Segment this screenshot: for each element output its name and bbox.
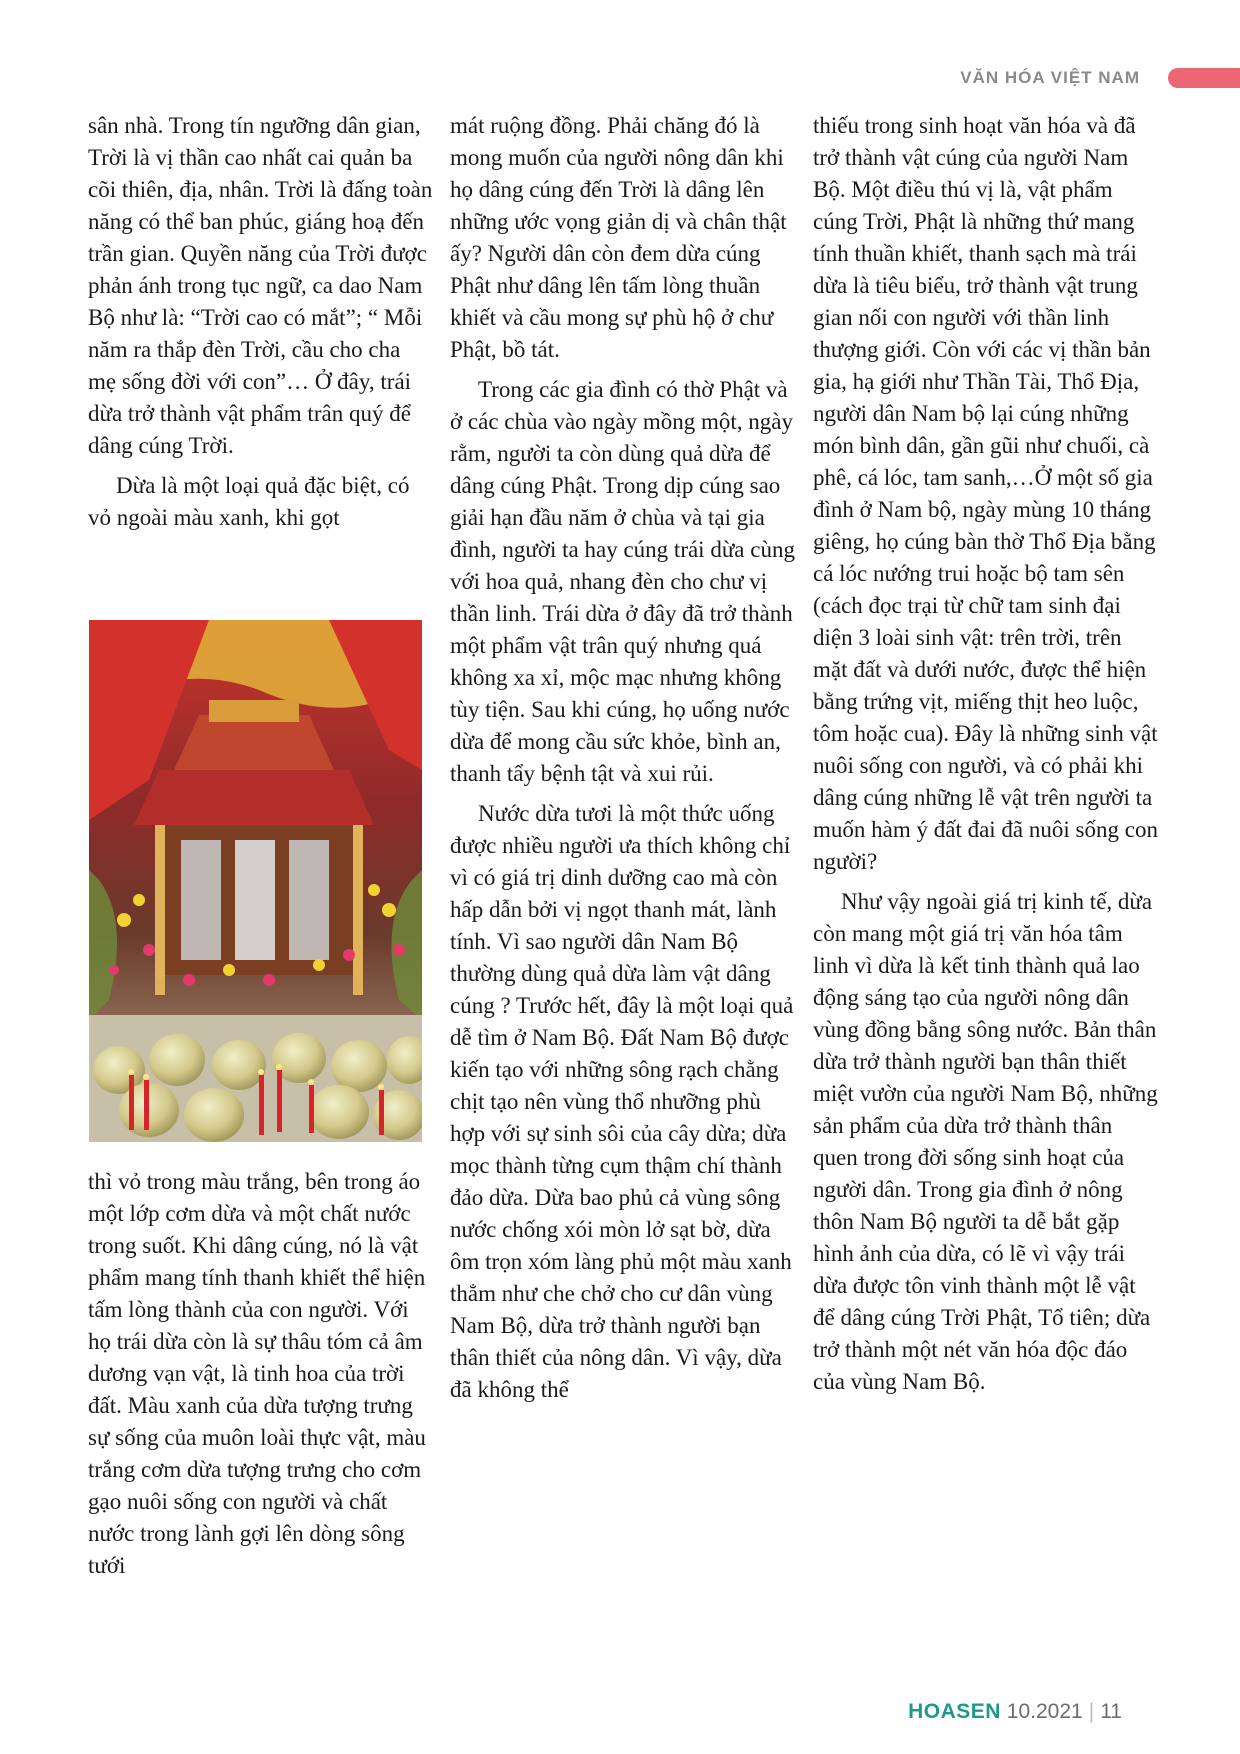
column-3 (813, 110, 1158, 1398)
issue-date: 10.2021 (1006, 1700, 1083, 1723)
section-title: VĂN HÓA VIỆT NAM (960, 68, 1140, 87)
paragraph: Trong các gia đình có thờ Phật và ở các chùa vào ngày mồng một, ngày rằm, người ta còn dùng quả dừa để dâng cúng Phật. Trong dịp cúng sao giải hạn đầu năm ở chùa và tại gia đình, người ta hay cúng trái dừa cùng với hoa quả, nhang đèn cho chư vị thần linh. Trái dừa ở đây đã trở thành một phẩm vật trân quý nhưng quá không xa xỉ, mộc mạc nhưng không tùy tiện. Sau khi cúng, họ uống nước dừa để mong cầu sức khỏe, bình an, thanh tẩy bệnh tật và xui rủi. (450, 377, 795, 786)
paragraph: Nước dừa tươi là một thức uống được nhiều người ưa thích không chỉ vì có giá trị dinh dưỡng cao mà còn hấp dẫn bởi vị ngọt thanh mát, lành tính. Vì sao người dân Nam Bộ thường dùng quả dừa làm vật dâng cúng ? Trước hết, đây là một loại quả dễ tìm ở Nam Bộ. Đất Nam Bộ được kiến tạo với những sông rạch chằng chịt tạo nên vùng thổ nhưỡng phù hợp với sự sinh sôi của cây dừa; dừa mọc thành từng cụm thậm chí thành đảo dừa. Dừa bao phủ cả vùng sông nước chống xói mòn lở sạt bờ, dừa ôm trọn xóm làng phủ một màu xanh thẳm như che chở cho cư dân vùng Nam Bộ, dừa trở thành người bạn thân thiết của nông dân. Vì vậy, dừa đã không thể (450, 801, 794, 1402)
header-accent-bar (1168, 68, 1240, 88)
paragraph: sân nhà. Trong tín ngưỡng dân gian, Trời là vị thần cao nhất cai quản ba cõi thiên, địa, nhân. Trời là đấng toàn năng có thể ban phúc, giáng hoạ đến trần gian. Quyền năng của Trời được phản ánh trong tục ngữ, ca dao Nam Bộ như là: “Trời cao có mắt”; “ Mỗi năm ra thắp đèn Trời, cầu cho cha mẹ sống đời với con”… Ở đây, trái dừa trở thành vật phẩm trân quý để dâng cúng Trời. (88, 113, 433, 458)
magazine-brand: HOASEN (908, 1700, 1001, 1723)
column-2 (450, 110, 795, 1406)
footer-separator: | (1088, 1700, 1095, 1723)
column-1-top (88, 110, 433, 534)
page-footer (908, 1700, 1122, 1724)
coconut-offering-altar-image (89, 620, 422, 1142)
page-number: 11 (1100, 1700, 1122, 1723)
paragraph: mát ruộng đồng. Phải chăng đó là mong muốn của người nông dân khi họ dâng cúng đến Trời là dâng lên những ước vọng giản dị và chân thật ấy? Người dân còn đem dừa cúng Phật như dâng lên tấm lòng thuần khiết và cầu mong sự phù hộ ở chư Phật, bồ tát. (450, 113, 787, 362)
paragraph: thiếu trong sinh hoạt văn hóa và đã trở thành vật cúng của người Nam Bộ. Một điều thú vị là, vật phẩm cúng Trời, Phật là những thứ mang tính thuần khiết, thanh sạch mà trái dừa là tiêu biểu, trở thành vật trung gian nối con người với thần linh thượng giới. Còn với các vị thần bản gia, hạ giới như Thần Tài, Thổ Địa, người dân Nam bộ lại cúng những món bình dân, gần gũi như chuối, cà phê, cá lóc, tam sanh,…Ở một số gia đình ở Nam bộ, ngày mùng 10 tháng giêng, họ cúng bàn thờ Thổ Địa bằng cá lóc nướng trui hoặc bộ tam sên (cách đọc trại từ chữ tam sinh đại diện 3 loài sinh vật: trên trời, trên mặt đất và dưới nước, được thể hiện bằng trứng vịt, miếng thịt heo luộc, tôm hoặc cua). Đây là những sinh vật nuôi sống con người, và có phải khi dâng cúng những lễ vật trên người ta muốn hàm ý đất đai đã nuôi sống con người? (813, 113, 1158, 874)
column-1-bottom (88, 1166, 433, 1582)
paragraph: Như vậy ngoài giá trị kinh tế, dừa còn mang một giá trị văn hóa tâm linh vì dừa là kết tinh thành quả lao động sáng tạo của người nông dân vùng đồng bằng sông nước. Bản thân dừa trở thành người bạn thân thiết miệt vườn của người Nam Bộ, những sản phẩm của dừa trở thành thân quen trong đời sống sinh hoạt của người dân. Trong gia đình ở nông thôn Nam Bộ người ta dễ bắt gặp hình ảnh của dừa, có lẽ vì vậy trái dừa được tôn vinh thành một lễ vật để dâng cúng Trời Phật, Tổ tiên; dừa trở thành một nét văn hóa độc đáo của vùng Nam Bộ. (813, 889, 1158, 1394)
altar-photo (89, 620, 422, 1142)
paragraph: Dừa là một loại quả đặc biệt, có vỏ ngoài màu xanh, khi gọt (88, 473, 410, 530)
paragraph: thì vỏ trong màu trắng, bên trong áo một lớp cơm dừa và một chất nước trong suốt. Khi dâng cúng, nó là vật phẩm mang tính thanh khiết thể hiện tấm lòng thành của con người. Với họ trái dừa còn là sự thâu tóm cả âm dương vạn vật, là tinh hoa của trời đất. Màu xanh của dừa tượng trưng sự sống của muôn loài thực vật, màu trắng cơm dừa tượng trưng cho cơm gạo nuôi sống con người và chất nước trong lành gợi lên dòng sông tưới (88, 1169, 426, 1578)
